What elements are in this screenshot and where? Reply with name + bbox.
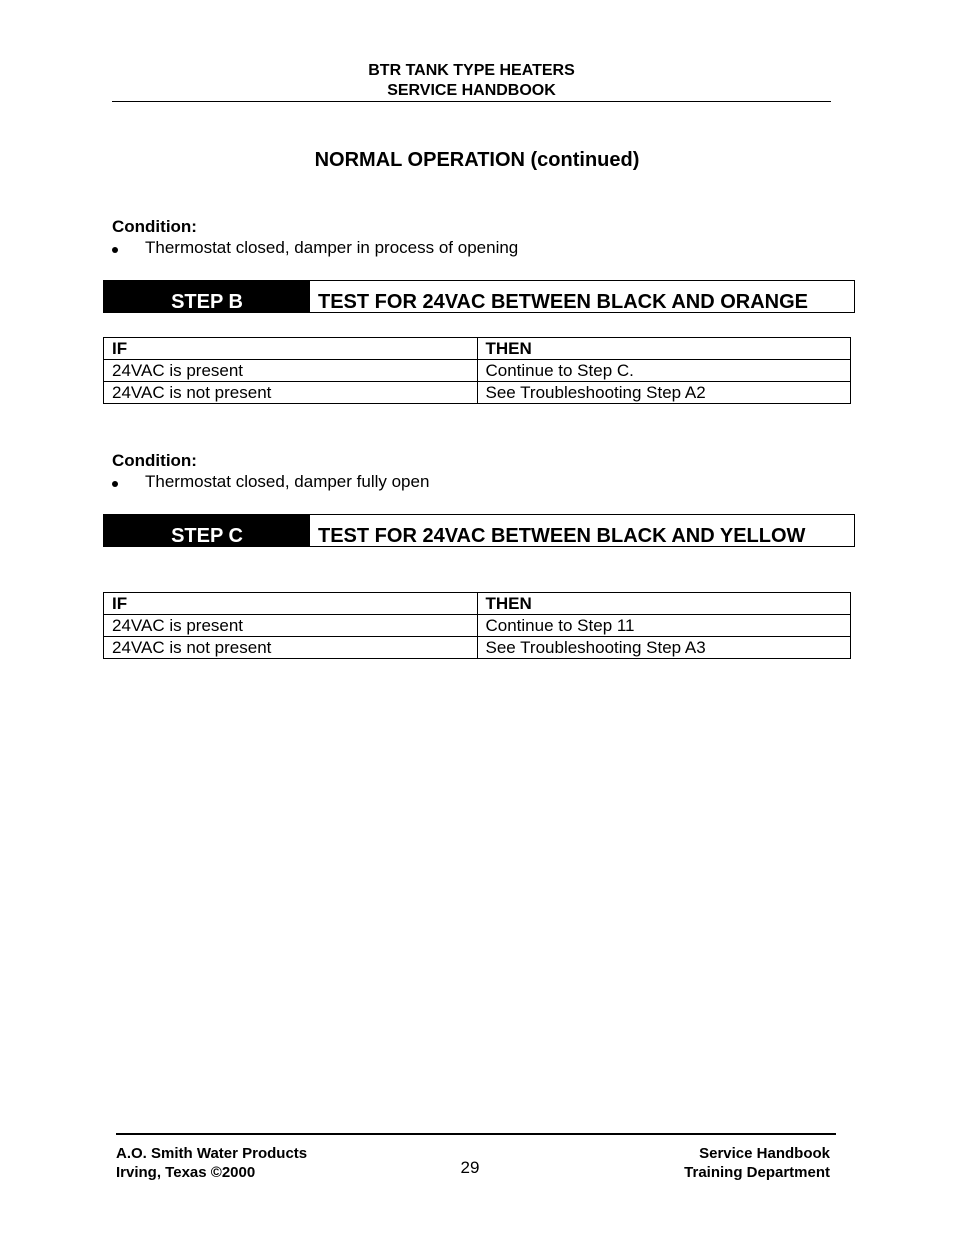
footer-document: Service Handbook: [699, 1145, 830, 1162]
document-header: [112, 61, 831, 101]
step-label: STEP C: [171, 525, 243, 547]
table-header-cell: THEN: [477, 593, 851, 615]
table-header-row: [104, 593, 851, 615]
condition-text: Thermostat closed, damper fully open: [145, 472, 430, 491]
table-cell: See Troubleshooting Step A2: [477, 382, 851, 404]
table-cell: 24VAC is present: [104, 360, 478, 382]
condition-text: Thermostat closed, damper in process of opening: [145, 238, 519, 257]
footer-location: Irving, Texas ©2000: [116, 1164, 256, 1181]
condition-label: Condition:: [112, 451, 197, 470]
footer-right: [684, 1144, 830, 1182]
step-b-bar: [103, 280, 855, 313]
table-cell: Continue to Step C.: [477, 360, 851, 382]
condition-label: Condition:: [112, 217, 197, 236]
table-header-cell: THEN: [477, 338, 851, 360]
step-label: STEP B: [171, 291, 243, 313]
step-c-bar: [103, 514, 855, 547]
table-cell: Continue to Step 11: [477, 615, 851, 637]
table-row: [104, 382, 851, 404]
footer-department: Training Department: [684, 1164, 830, 1181]
section-title: NORMAL OPERATION (continued): [314, 149, 640, 171]
header-title: BTR TANK TYPE HEATERS: [368, 62, 575, 79]
page-number: 29: [460, 1158, 480, 1177]
condition-list-item: [112, 238, 518, 258]
bullet-icon: [112, 481, 118, 487]
table-cell: 24VAC is not present: [104, 637, 478, 659]
step-title: TEST FOR 24VAC BETWEEN BLACK AND ORANGE: [318, 291, 809, 313]
table-row: [104, 637, 851, 659]
table-cell: 24VAC is not present: [104, 382, 478, 404]
table-cell: See Troubleshooting Step A3: [477, 637, 851, 659]
condition-list-item: [112, 472, 429, 492]
header-divider: [112, 101, 831, 102]
table-row: [104, 360, 851, 382]
bullet-icon: [112, 247, 118, 253]
table-header-cell: IF: [104, 593, 478, 615]
step-c-table: [103, 592, 851, 659]
step-title: TEST FOR 24VAC BETWEEN BLACK AND YELLOW: [318, 525, 806, 547]
table-header-row: [104, 338, 851, 360]
footer-divider: [116, 1133, 836, 1135]
table-row: [104, 615, 851, 637]
table-cell: 24VAC is present: [104, 615, 478, 637]
footer-company: A.O. Smith Water Products: [116, 1145, 308, 1162]
header-subtitle: SERVICE HANDBOOK: [387, 82, 556, 99]
table-header-cell: IF: [104, 338, 478, 360]
step-b-table: [103, 337, 851, 404]
